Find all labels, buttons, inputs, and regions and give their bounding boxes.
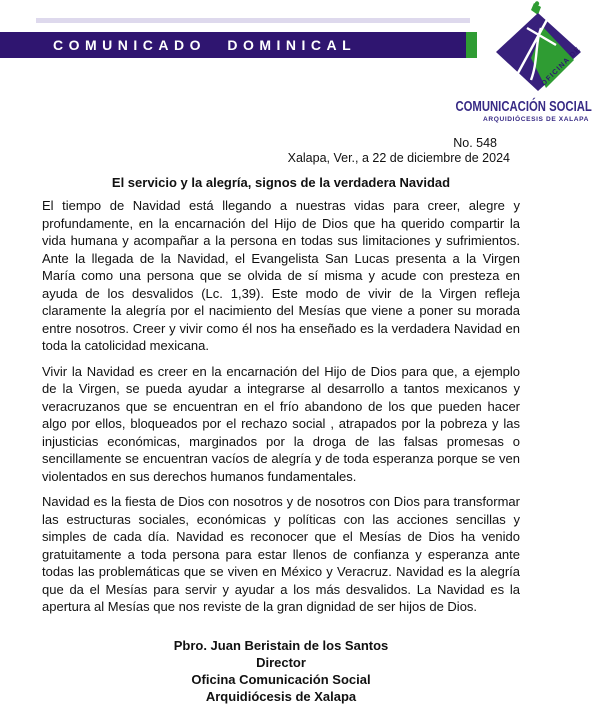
document-title: El servicio y la alegría, signos de la verdadera Navidad [111, 175, 451, 190]
banner-green-cap [466, 32, 477, 58]
logo-top-figure [531, 1, 541, 15]
paragraph-3: Navidad es la fiesta de Dios con nosotros y de nosotros con Dios para transformar las estructuras sociales, económicas y políticas con las acciones sencillas y simples de cada día. Navidad es reconocer que el Mesías de Dios ha venido gratuitamente a toda persona para estar llenos de confianza y esperanza ante todas las problemáticas que se viven en México y Veracruz. Navidad es la alegría que da el Mesías para servir y ayudar a los más desvalidos. La Navidad es la apertura al Mesías que nos reviste de la gran dignidad de ser hijos de Dios. [42, 494, 520, 614]
signature-role: Director [256, 655, 306, 670]
logo-edge-text: OFICINA DE [540, 45, 583, 88]
paragraph-1: El tiempo de Navidad está llegando a nuestras vidas para creer, alegre y profundamente, en la encarnación del Hijo de Dios que ha querido compartir la vida humana y acompañar a la persona en todas sus limitaciones y sufrimientos. Ante la llegada de la Navidad, el Evangelista San Lucas presenta a la Virgen María como una persona que se olvida de sí misma y acude con presteza en ayuda de los desvalidos (Lc. 1,39). Este modo de vivir de la Virgen refleja claramente la alegría por el nacimiento del Mesías que viene a poner su morada entre nosotros. Creer y vivir como él nos ha enseñado es la verdadera Navidad en toda la catolicidad mexicana. [42, 198, 520, 353]
document-body [42, 197, 520, 624]
header-accent-stripe [36, 18, 470, 23]
header-banner [0, 32, 477, 58]
signature-office: Oficina Comunicación Social [191, 672, 371, 687]
banner-title: COMUNICADO DOMINICAL [53, 37, 357, 53]
signature-name: Pbro. Juan Beristain de los Santos [173, 638, 389, 653]
archdiocese-logo-icon [491, 0, 587, 96]
signature-block [42, 637, 520, 705]
document-number: No. 548 [453, 136, 497, 150]
dateline: Xalapa, Ver., a 22 de diciembre de 2024 [287, 151, 510, 165]
org-subtitle: ARQUIDIÓCESIS DE XALAPA [483, 116, 589, 123]
paragraph-2: Vivir la Navidad es creer en la encarnación del Hijo de Dios para que, a ejemplo de la Virgen, se pueda ayudar a integrarse al desarrollo a tantos mexicanos y veracruzanos que se encuentran en el frío abandono de los que pueden hacer algo por ellos, bloqueados por el rechazo social , atrapados por la pobreza y las injusticias económicas, marginados por la droga de las falsas promesas o sencillamente se encuentran vacíos de alegría y de toda esperanza porque se ven violentados en sus derechos humanos fundamentales. [42, 363, 520, 484]
signature-org: Arquidiócesis de Xalapa [205, 689, 357, 704]
org-name: COMUNICACIÓN SOCIAL [455, 99, 592, 115]
